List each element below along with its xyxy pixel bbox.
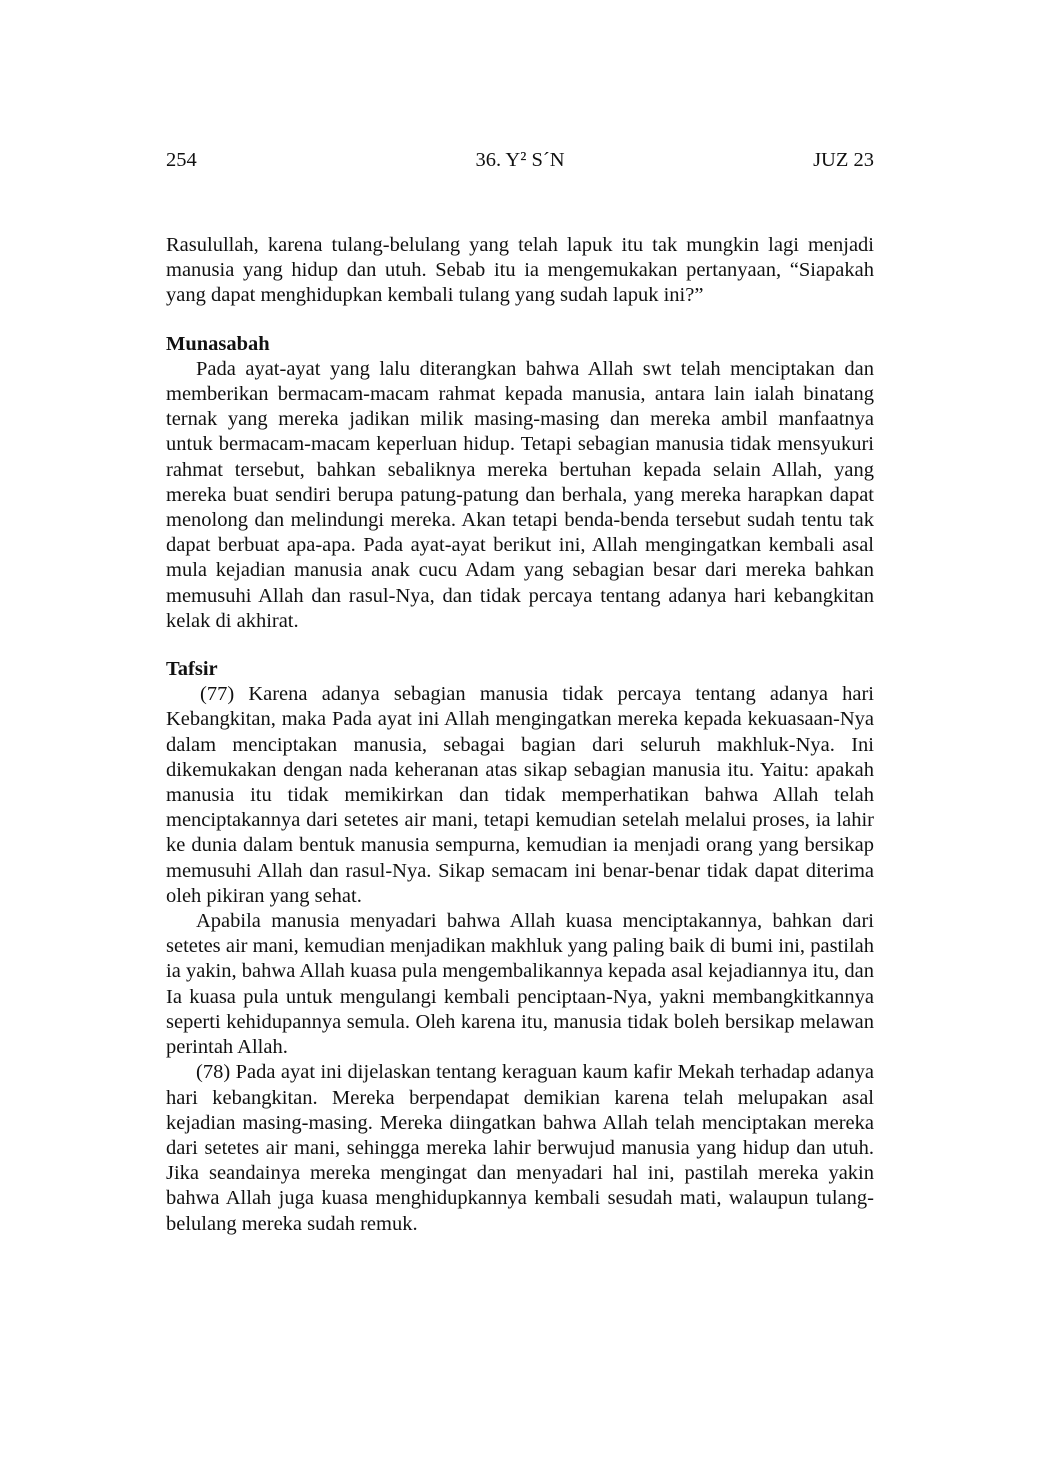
page-body xyxy=(166,233,874,1237)
running-header xyxy=(166,146,874,174)
intro-paragraph: Rasulullah, karena tulang-belulang yang telah lapuk itu tak mungkin lagi menjadi manusia yang hidup dan utuh. Sebab itu ia mengemukakan pertanyaan, “Siapakah yang dapat menghidupkan kembali tulang yang sudah lapuk ini?” xyxy=(166,234,874,307)
tafsir-heading: Tafsir xyxy=(166,658,218,681)
munasabah-paragraph: Pada ayat-ayat yang lalu diterangkan bahwa Allah swt telah menciptakan dan memberikan bermacam-macam rahmat kepada manusia, antara lain ialah binatang ternak yang mereka jadikan milik masing-masing dan mereka ambil manfaatnya untuk bermacam-macam keperluan hidup. Tetapi sebagian manusia tidak mensyukuri rahmat tersebut, bahkan sebaliknya mereka bertuhan kepada selain Allah, yang mereka buat sendiri berupa patung-patung dan berhala, yang mereka harapkan dapat menolong dan melindungi mereka. Akan tetapi benda-benda tersebut sudah tentu tak dapat berbuat apa-apa. Pada ayat-ayat berikut ini, Allah mengingatkan kembali asal mula kejadian manusia anak cucu Adam yang sebagian besar dari mereka bahkan memusuhi Allah dan rasul-Nya, dan tidak percaya tentang adanya hari kebangkitan kelak di akhirat. xyxy=(166,357,874,632)
tafsir-paragraph-78: (78) Pada ayat ini dijelaskan tentang keraguan kaum kafir Mekah terhadap adanya hari kebangkitan. Mereka berpendapat demikian karena telah melupakan asal kejadian masing-masing. Mereka diingatkan bahwa Allah telah menciptakan mereka dari setetes air mani, sehingga mereka lahir berwujud manusia yang hidup dan utuh. Jika seandainya mereka mengingat dan menyadari hal ini, pastilah mereka yakin bahwa Allah juga kuasa menghidupkannya kembali sesudah mati, walaupun tulang-belulang mereka sudah remuk. xyxy=(166,1061,874,1235)
tafsir-paragraph-77-continued: Apabila manusia menyadari bahwa Allah kuasa menciptakannya, bahkan dari setetes air mani, kemudian menjadikan makhluk yang paling baik di bumi ini, pastilah ia yakin, bahwa Allah kuasa pula mengembalikannya kepada asal kejadiannya itu, dan Ia kuasa pula untuk mengulangi kembali penciptaan-Nya, yakni membangkitkannya seperti kehidupannya semula. Oleh karena itu, manusia tidak boleh bersikap melawan perintah Allah. xyxy=(166,910,874,1059)
page-number: 254 xyxy=(166,149,197,171)
tafsir-paragraph-77: (77) Karena adanya sebagian manusia tidak percaya tentang adanya hari Kebangkitan, maka Pada ayat ini Allah mengingatkan mereka kepada kekuasaan-Nya dalam menciptakan manusia, sebagai bagian dari seluruh makhluk-Nya. Ini dikemukakan dengan nada keheranan atas sikap sebagian manusia itu. Yaitu: apakah manusia itu tidak memikirkan dan tidak memperhatikan bahwa Allah telah menciptakannya dari setetes air mani, tetapi kemudian setelah melalui proses, ia lahir ke dunia dalam bentuk manusia sempurna, kemudian ia menjadi orang yang bersikap memusuhi Allah dan rasul-Nya. Sikap semacam ini benar-benar tidak dapat diterima oleh pikiran yang sehat. xyxy=(166,683,874,907)
munasabah-heading: Munasabah xyxy=(166,332,270,355)
surah-title: 36. Y² S´N xyxy=(475,149,565,171)
juz-label: JUZ 23 xyxy=(813,149,874,171)
